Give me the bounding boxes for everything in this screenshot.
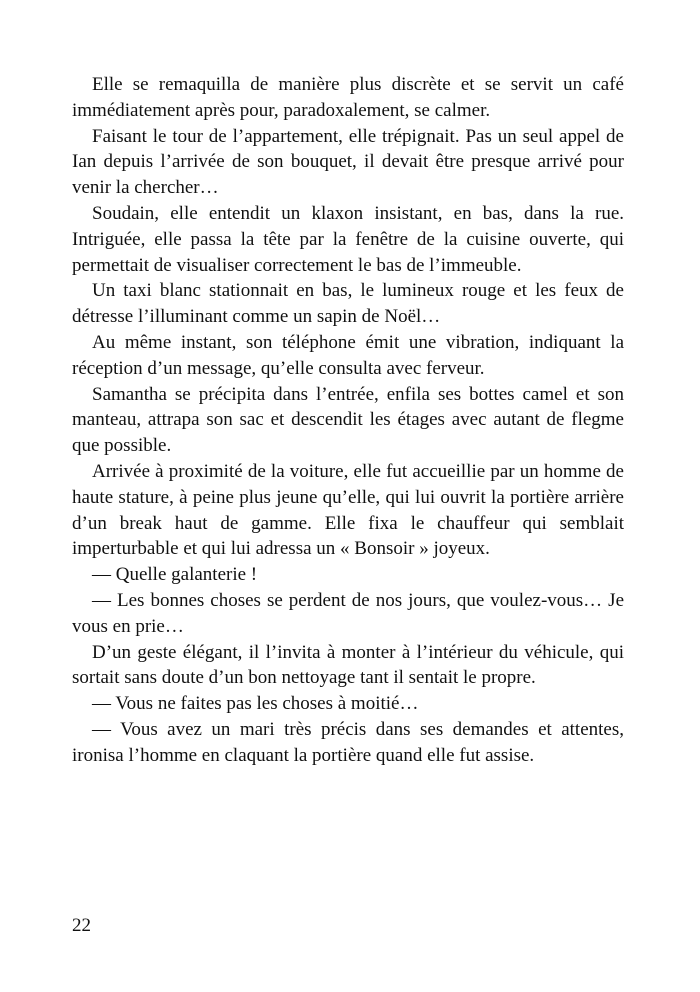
dialogue-line: — Vous ne faites pas les choses à moitié…: [92, 693, 419, 715]
paragraph: Arrivée à proximité de la voiture, elle fut accueillie par un homme de haute stature, à peine plus jeune qu’elle, qui lui ouvrit la portière arrière d’un break haut de gamme. Elle fixa le chauffeur qui semblait imperturbable et qui lui adressa un « Bonsoir » joyeux.: [72, 460, 624, 560]
paragraph: Faisant le tour de l’appartement, elle trépignait. Pas un seul appel de Ian depuis l’arrivée de son bouquet, il devait être presque arrivé pour venir la chercher…: [72, 125, 624, 199]
dialogue-line: — Les bonnes choses se perdent de nos jours, que voulez-vous… Je vous en prie…: [72, 589, 624, 637]
paragraph: Samantha se précipita dans l’entrée, enfila ses bottes camel et son manteau, attrapa son sac et descendit les étages avec autant de flegme que possible.: [72, 383, 624, 457]
dialogue-line: — Vous avez un mari très précis dans ses demandes et attentes, ironisa l’homme en claquant la portière quand elle fut assise.: [72, 718, 624, 766]
page-number: 22: [72, 915, 91, 936]
paragraph: Au même instant, son téléphone émit une vibration, indiquant la réception d’un message, qu’elle consulta avec ferveur.: [72, 331, 624, 379]
paragraph: D’un geste élégant, il l’invita à monter à l’intérieur du véhicule, qui sortait sans doute d’un bon nettoyage tant il sentait le propre.: [72, 641, 624, 689]
paragraph: Soudain, elle entendit un klaxon insistant, en bas, dans la rue. Intriguée, elle passa la tête par la fenêtre de la cuisine ouverte, qui permettait de visualiser correctement le bas de l’immeuble.: [72, 202, 624, 276]
paragraph: Un taxi blanc stationnait en bas, le lumineux rouge et les feux de détresse l’illuminant comme un sapin de Noël…: [72, 280, 624, 328]
dialogue-line: — Quelle galanterie !: [92, 564, 258, 586]
page-body: [72, 72, 624, 769]
paragraph: Elle se remaquilla de manière plus discrète et se servit un café immédiatement après pour, paradoxalement, se calmer.: [72, 74, 624, 121]
